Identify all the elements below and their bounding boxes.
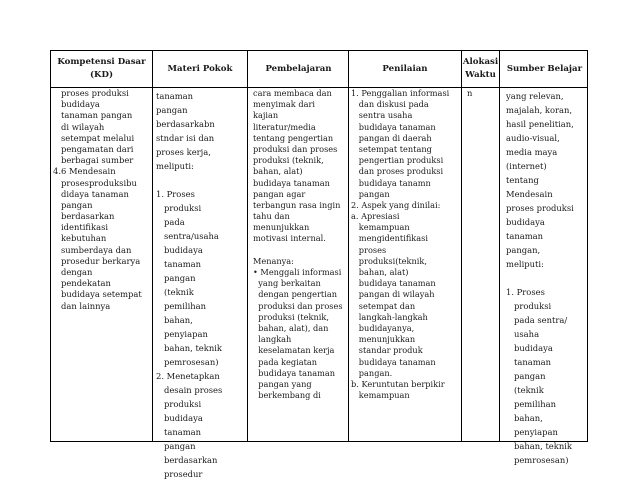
cell-text-line: terbangun rasa ingin — [253, 199, 341, 210]
cell-text-line: budidaya setempat — [53, 289, 142, 300]
cell-text-line: prosedur — [156, 469, 203, 479]
cell-text-line: di wilayah — [53, 121, 105, 132]
cell-pembelajaran — [253, 88, 343, 401]
cell-text-line: sumberdaya dan — [53, 244, 132, 255]
header-pembelajaran: Pembelajaran — [265, 63, 332, 74]
cell-sumber-belajar — [506, 89, 574, 467]
cell-text-line: sentra usaha — [351, 110, 413, 121]
cell-text-line: tahu dan — [253, 211, 290, 222]
cell-text-line: tanaman — [156, 91, 194, 101]
cell-text-line: pangan — [156, 441, 196, 451]
cell-text-line: hasil penelitian, — [506, 119, 574, 129]
cell-text-line: 2. Aspek yang dinilai: — [351, 199, 441, 210]
cell-text-line: budidaya tanamn — [351, 177, 431, 188]
cell-text-line: setempat melalui — [53, 132, 135, 143]
cell-text-line: media maya — [506, 147, 558, 157]
cell-materi-pokok — [156, 89, 222, 481]
header-kompetensi-dasar: Kompetensi Dasar (KD) — [57, 57, 146, 80]
cell-text-line: meliputi: — [156, 161, 194, 171]
cell-text-line: tanaman — [156, 259, 202, 269]
cell-text-line: penyiapan — [506, 427, 558, 437]
cell-text-line: pangan yang — [253, 378, 312, 389]
cell-text-line — [253, 245, 343, 256]
curriculum-table — [50, 50, 588, 479]
cell-text-line: budidaya tanaman — [351, 278, 436, 289]
cell-text-line: didaya tanaman — [53, 188, 129, 199]
cell-text-line: pemilihan — [156, 301, 207, 311]
cell-text-line: audio-visual, — [506, 133, 560, 143]
cell-text-line: (teknik — [506, 385, 544, 395]
cell-text-line: budidaya — [506, 343, 553, 353]
cell-text-line: menyimak dari — [253, 99, 315, 110]
cell-text-line: pemrosesan) — [506, 455, 569, 465]
cell-text-line: produksi (teknik, — [253, 155, 324, 166]
cell-text-line: yang berkaitan — [253, 278, 321, 289]
cell-text-line: penyiapan — [156, 329, 208, 339]
cell-text-line: desain proses — [156, 385, 223, 395]
cell-text-line: b. Keruntutan berpikir — [351, 378, 445, 389]
cell-text-line: majalah, koran, — [506, 105, 573, 115]
cell-text-line: langkah — [253, 334, 292, 345]
cell-text-line: kajian — [253, 110, 279, 121]
cell-text-line: budidaya — [53, 99, 100, 110]
cell-text-line: tanaman — [156, 427, 202, 437]
cell-text-line: dan lainnya — [53, 300, 111, 311]
cell-text-line: budidaya — [506, 217, 545, 227]
cell-text-line: dengan — [53, 267, 93, 277]
cell-text-line: budidaya — [156, 413, 203, 423]
cell-text-line: literatur/media — [253, 121, 316, 132]
cell-text-line: langkah-langkah — [351, 311, 428, 322]
cell-text-line: 2. Menetapkan — [156, 371, 220, 381]
cell-text-line: budidaya tanaman — [253, 367, 336, 378]
cell-text-line: budidaya tanaman — [253, 177, 330, 188]
cell-text-line: pendekatan — [53, 278, 111, 289]
cell-text-line: menunjukkan — [253, 222, 310, 233]
cell-text-line: pengertian produksi — [351, 155, 444, 166]
cell-text-line: Mendesain — [506, 189, 553, 199]
cell-text-line: setempat dan — [351, 300, 416, 311]
cell-text-line: pangan agar — [253, 188, 306, 199]
cell-text-line: pada kegiatan — [253, 356, 318, 367]
cell-text-line: kemampuan — [351, 222, 410, 233]
column-divider — [499, 51, 500, 441]
cell-text-line: pangan di daerah — [351, 132, 432, 143]
cell-text-line: berdasarkan — [156, 455, 218, 465]
cell-text-line: bahan, — [506, 413, 543, 423]
column-divider — [348, 51, 349, 441]
cell-text-line: produksi(teknik, — [351, 255, 427, 266]
cell-text-line: berkembang di — [253, 390, 321, 401]
cell-text-line: proses produksi — [53, 88, 129, 98]
cell-text-line: tanaman — [506, 231, 544, 241]
cell-text-line: motivasi internal. — [253, 233, 326, 244]
cell-text-line: pemrosesan) — [156, 357, 219, 367]
cell-text-line: pada sentra/ — [506, 315, 568, 325]
cell-text-line: • Menggali informasi — [253, 267, 342, 277]
cell-text-line: tanaman — [506, 357, 552, 367]
cell-text-line: Menanya: — [253, 255, 294, 266]
cell-text-line: stndar isi dan — [156, 133, 215, 143]
cell-text-line: produksi — [506, 301, 552, 311]
cell-text-line: identifikasi — [53, 222, 109, 233]
cell-text-line: pangan di wilayah — [351, 289, 435, 300]
cell-text-line: bahan, alat), dan — [253, 322, 329, 333]
cell-text-line: proses produksi — [506, 203, 574, 213]
header-penilaian: Penilaian — [382, 63, 428, 74]
cell-text-line: produksi — [156, 399, 202, 409]
cell-text-line: tanaman pangan — [53, 110, 133, 121]
cell-alokasi-waktu: n — [467, 88, 473, 98]
cell-kompetensi-dasar — [53, 88, 142, 312]
cell-text-line: pangan, — [506, 245, 541, 255]
cell-text-line — [156, 173, 222, 187]
cell-text-line: keselamatan kerja — [253, 345, 335, 356]
cell-text-line: 4.6 Mendesain — [53, 166, 116, 177]
header-alokasi-waktu: Alokasi Waktu — [462, 57, 499, 80]
cell-text-line: budidaya tanaman — [351, 356, 436, 367]
cell-text-line: dan diskusi pada — [351, 99, 429, 110]
cell-text-line: produksi (teknik, — [253, 311, 329, 322]
cell-text-line: produksi — [156, 203, 202, 213]
header-sumber-belajar: Sumber Belajar — [506, 63, 583, 74]
cell-text-line: budidaya tanaman — [351, 121, 436, 132]
cell-text-line: 1. Proses — [506, 287, 545, 297]
cell-text-line: a. Apresiasi — [351, 211, 400, 222]
cell-text-line: usaha — [506, 329, 540, 339]
column-divider — [247, 51, 248, 441]
cell-text-line: meliputi: — [506, 259, 544, 269]
header-materi-pokok: Materi Pokok — [167, 63, 233, 74]
cell-text-line: berbagai sumber — [53, 155, 134, 166]
cell-text-line: standar produk — [351, 345, 423, 356]
column-divider — [152, 51, 153, 441]
cell-text-line: proses — [351, 244, 387, 255]
cell-text-line: proses kerja, — [156, 147, 211, 157]
cell-text-line: budidaya — [156, 245, 203, 255]
cell-text-line: (internet) — [506, 161, 547, 171]
cell-text-line: berdasarkan — [53, 211, 115, 222]
cell-text-line: dan proses produksi — [351, 166, 444, 177]
cell-text-line — [506, 271, 574, 285]
cell-text-line: 1. Proses — [156, 189, 195, 199]
cell-text-line: bahan, alat) — [351, 267, 409, 277]
cell-text-line: menunjukkan — [351, 334, 416, 345]
cell-text-line: pangan — [156, 273, 196, 283]
cell-text-line: mengidentifikasi — [351, 233, 428, 244]
cell-text-line: pengamatan dari — [53, 143, 134, 154]
cell-text-line: tentang — [506, 175, 539, 185]
cell-text-line: bahan, teknik — [506, 441, 572, 451]
cell-text-line: pangan — [156, 105, 188, 115]
cell-text-line: pangan — [53, 199, 93, 210]
cell-text-line: kebutuhan — [53, 233, 107, 244]
cell-text-line: pangan — [506, 371, 546, 381]
cell-text-line: kemampuan — [351, 390, 410, 401]
cell-text-line: pemilihan — [506, 399, 557, 409]
cell-text-line: produksi dan proses — [253, 143, 338, 154]
cell-text-line: pangan. — [351, 367, 393, 378]
cell-text-line: prosesproduksibu — [53, 177, 137, 188]
cell-text-line: cara membaca dan — [253, 88, 332, 98]
cell-text-line: produksi dan proses — [253, 300, 343, 311]
cell-text-line: bahan, — [156, 315, 193, 325]
cell-text-line: sentra/usaha — [156, 231, 219, 241]
cell-text-line: 1. Penggalian informasi — [351, 88, 450, 98]
cell-text-line: (teknik — [156, 287, 194, 297]
cell-text-line: dengan pengertian — [253, 289, 337, 300]
cell-text-line: bahan, teknik — [156, 343, 222, 353]
cell-text-line: pada — [156, 217, 185, 227]
cell-text-line: budidayanya, — [351, 322, 415, 333]
cell-penilaian — [351, 88, 449, 401]
cell-text-line: bahan, alat) — [253, 166, 303, 177]
column-divider — [461, 51, 462, 441]
cell-text-line: prosedur berkarya — [53, 255, 141, 266]
cell-text-line: setempat tentang — [351, 143, 432, 154]
cell-text-line: tentang pengertian — [253, 132, 334, 143]
cell-text-line: berdasarkabn — [156, 119, 215, 129]
cell-text-line: pangan — [351, 188, 390, 199]
cell-text-line: yang relevan, — [506, 91, 564, 101]
